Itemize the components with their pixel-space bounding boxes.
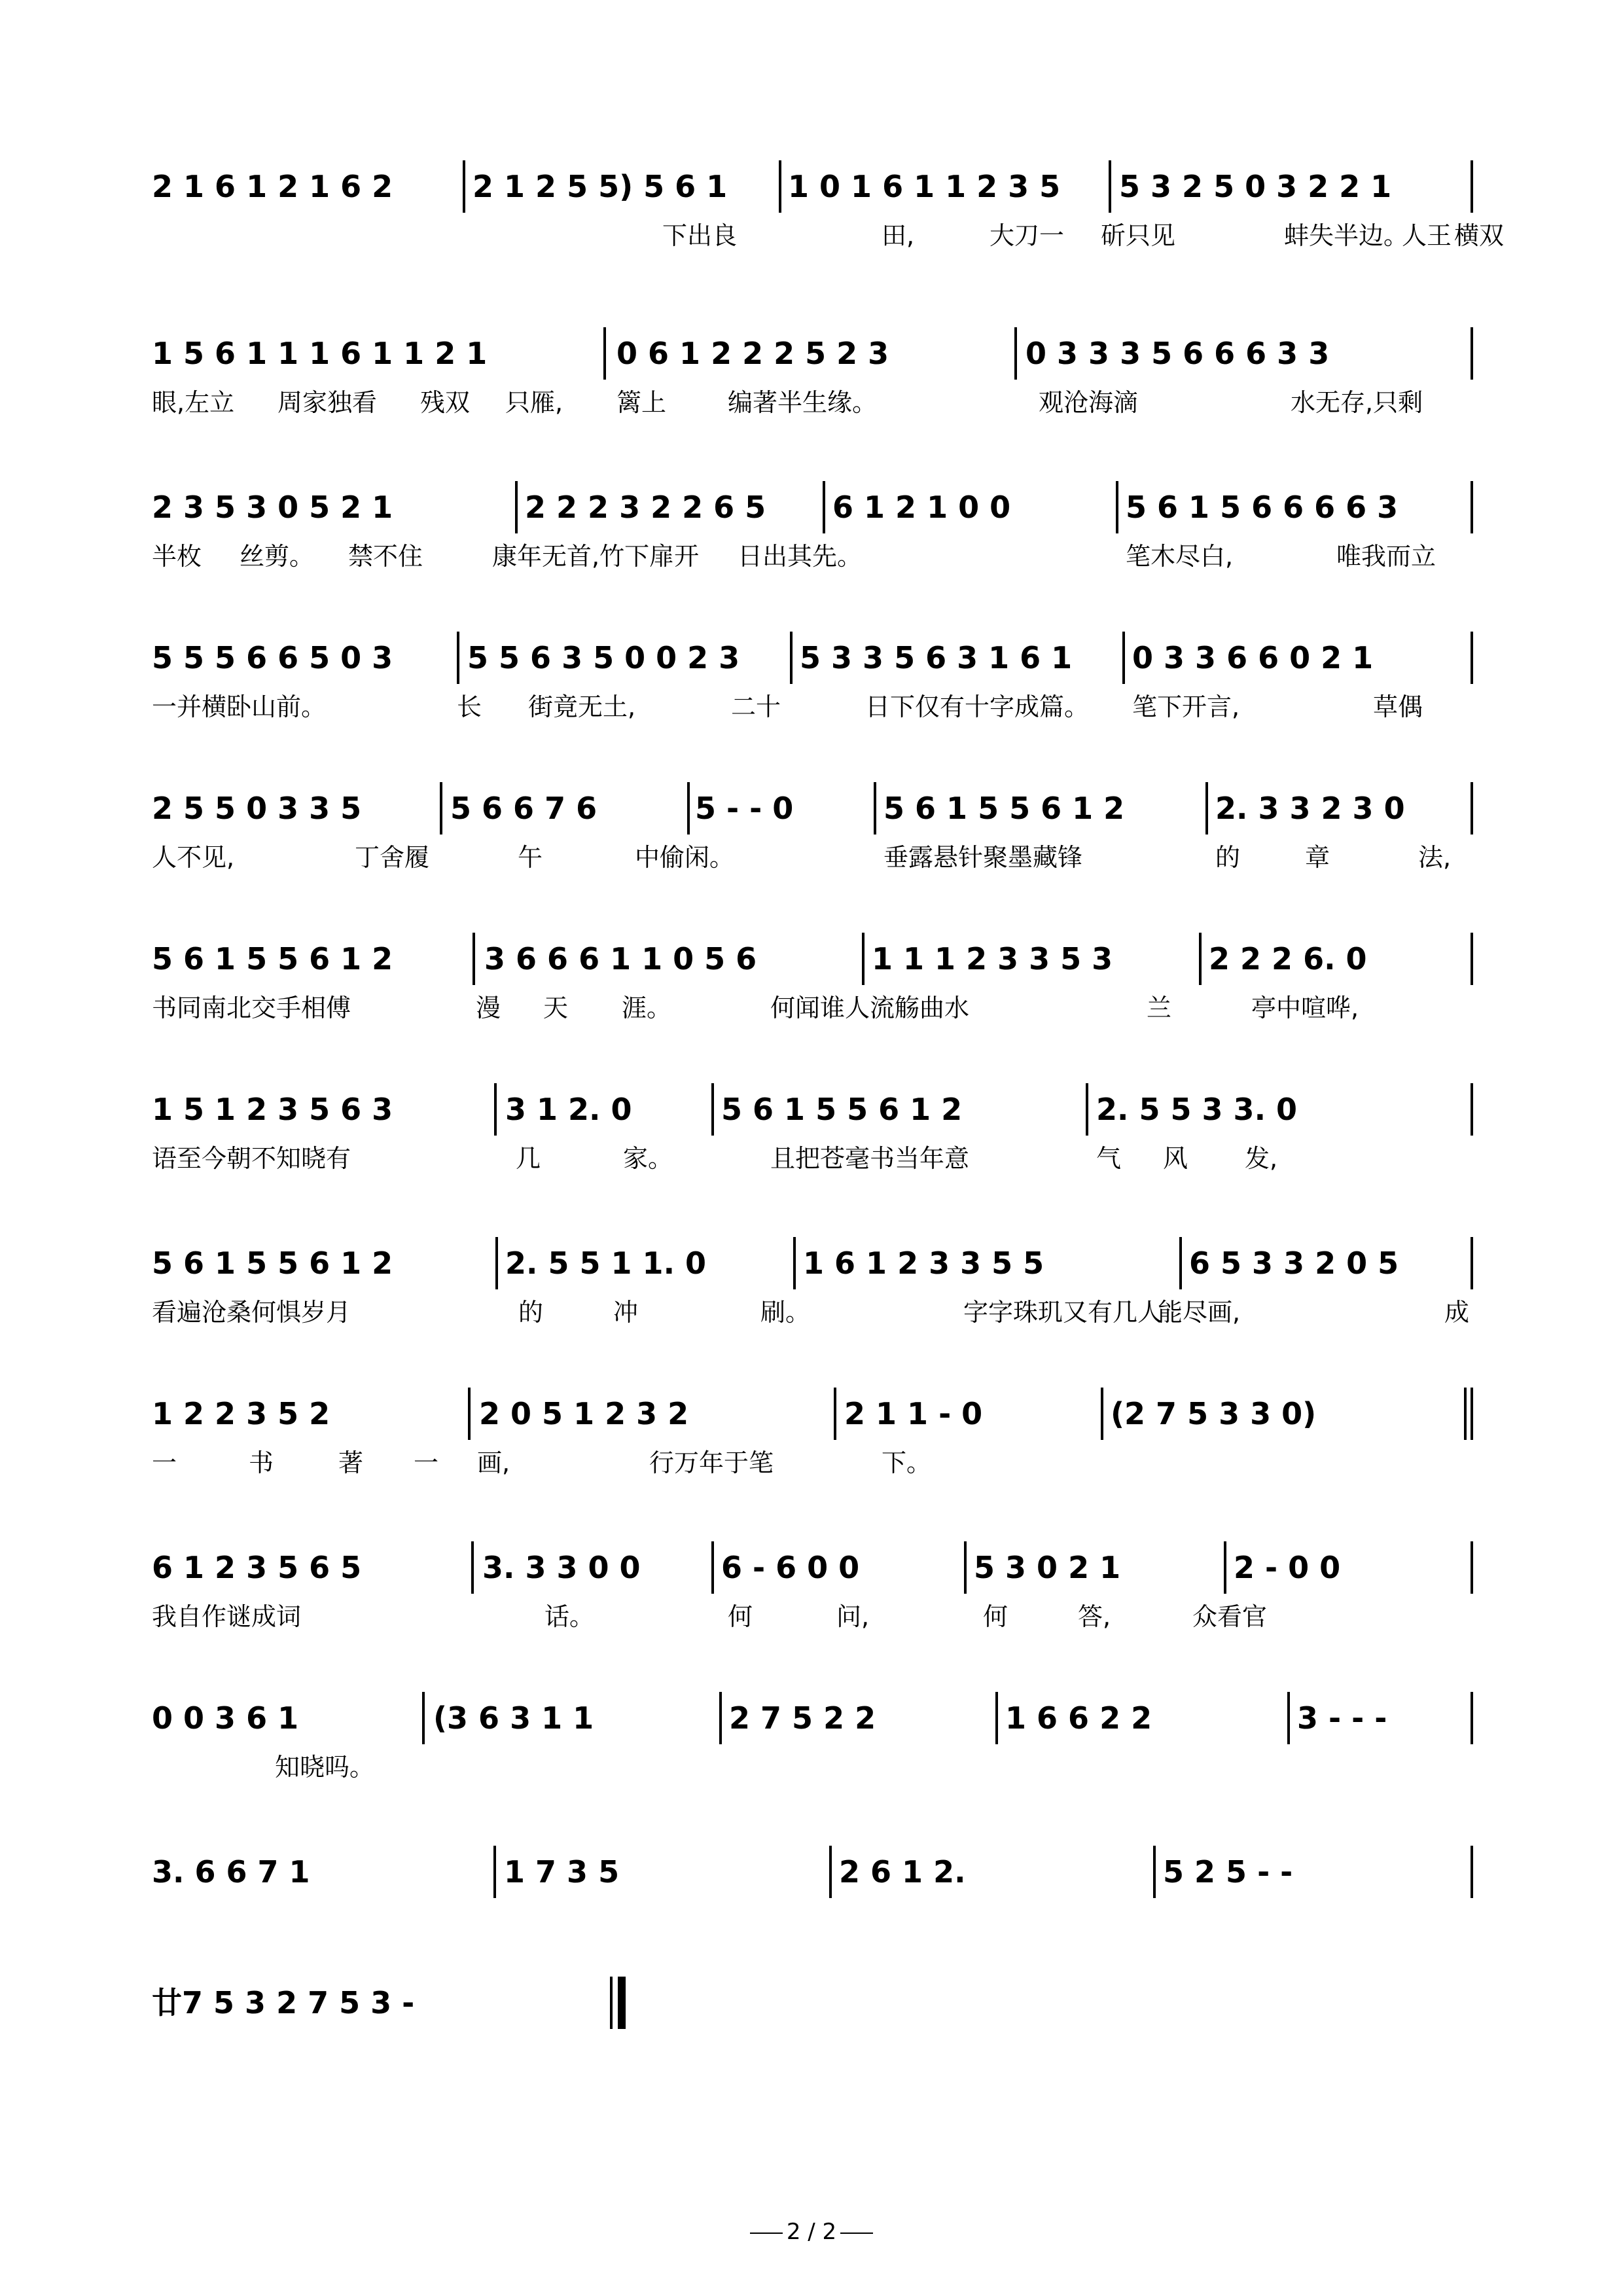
lyrics-line — [152, 992, 1480, 1031]
measure-notes: 6 - 6 0 0 — [721, 1550, 860, 1585]
measure-notes: (2 7 5 3 3 0) — [1111, 1396, 1317, 1431]
score-system — [152, 1839, 1480, 1970]
barline — [471, 1541, 474, 1594]
system-end-barline — [1471, 782, 1473, 834]
lyric-segment: 丁舍履 — [355, 843, 430, 872]
system-end-barline — [1471, 1541, 1473, 1594]
page-number-text: 2 / 2 — [786, 2219, 837, 2245]
system-end-barline — [1471, 481, 1473, 533]
measure-notes: 1 5 6 1 1 1 6 1 1 2 1 — [152, 336, 488, 371]
system-end-barline — [1471, 1846, 1473, 1898]
lyric-segment: 笔下开言, — [1132, 692, 1240, 721]
barline — [793, 1237, 796, 1289]
measure-notes: 2. 5 5 1 1. 0 — [505, 1246, 707, 1281]
barline — [495, 1237, 498, 1289]
score-system — [152, 1685, 1480, 1816]
barline — [779, 160, 781, 213]
barline — [823, 481, 825, 533]
lyric-segment: 何闻谁人流觞曲水 — [770, 994, 970, 1022]
lyrics-line — [152, 1296, 1480, 1335]
measure-notes: 2 1 1 - 0 — [844, 1396, 983, 1431]
barline — [874, 782, 876, 834]
lyric-segment: 话。 — [544, 1602, 595, 1631]
lyric-segment: 法, — [1418, 843, 1452, 872]
measure-notes: 2 5 5 0 3 3 5 — [152, 791, 362, 826]
measure-notes: (3 6 3 1 1 — [433, 1700, 594, 1736]
lyric-segment: 字字珠玑又有几人 — [963, 1298, 1163, 1327]
lyric-segment: 书 — [249, 1448, 274, 1477]
score-system — [152, 475, 1480, 605]
barline — [834, 1388, 836, 1440]
measure-notes: 5 5 6 3 5 0 0 2 3 — [467, 640, 740, 675]
lyric-segment: 水无存,只剩 — [1291, 388, 1423, 417]
measure-notes: 5 6 1 5 6 6 6 6 3 — [1126, 490, 1399, 525]
lyrics-line — [152, 219, 1505, 259]
measure-notes: 2 2 2 3 2 2 6 5 — [525, 490, 766, 525]
measure-notes: 1 5 1 2 3 5 6 3 — [152, 1092, 393, 1127]
measure-notes: 5 6 1 5 5 6 1 2 — [883, 791, 1125, 826]
lyric-segment: 章 — [1305, 843, 1330, 872]
system-end-barline — [1471, 1388, 1473, 1440]
lyric-segment: 语至今朝不知晓有 — [152, 1144, 351, 1173]
measure-notes: 3 1 2. 0 — [505, 1092, 632, 1127]
lyric-segment: 的 — [518, 1298, 544, 1327]
measure-notes: 3. 3 3 0 0 — [482, 1550, 641, 1585]
lyric-segment: 问, — [836, 1602, 870, 1631]
barline — [1101, 1388, 1103, 1440]
measure-notes: 6 5 3 3 2 0 5 — [1189, 1246, 1399, 1281]
barline — [1205, 782, 1208, 834]
measure-notes: 5 3 3 5 6 3 1 6 1 — [800, 640, 1073, 675]
lyric-segment: 漫 — [476, 994, 501, 1022]
lyric-segment: 答, — [1078, 1602, 1111, 1631]
lyric-segment: 只雁, — [505, 388, 563, 417]
measure-notes: 5 3 0 2 1 — [974, 1550, 1121, 1585]
measure-notes: 6 1 2 3 5 6 5 — [152, 1550, 362, 1585]
measure-notes: 1 2 2 3 5 2 — [152, 1396, 330, 1431]
lyric-segment: 亭中喧哗, — [1251, 994, 1359, 1022]
lyrics-line — [152, 1600, 1480, 1640]
measure-notes: 2 1 2 5 5) 5 6 1 — [473, 169, 728, 204]
measure-notes: 5 6 1 5 5 6 1 2 — [152, 941, 393, 977]
lyric-segment: 几 — [516, 1144, 541, 1173]
barline — [829, 1846, 832, 1898]
lyric-segment: 日出其先。 — [738, 542, 863, 571]
barline — [1014, 327, 1017, 380]
lyric-segment: 一 — [414, 1448, 439, 1477]
lyric-segment: 午 — [518, 843, 543, 872]
measure-notes: 2. 3 3 2 3 0 — [1215, 791, 1405, 826]
system-end-barline — [1471, 327, 1473, 380]
lyrics-line — [152, 1142, 1480, 1181]
lyric-segment: 画, — [477, 1448, 510, 1477]
barline — [473, 933, 475, 985]
lyrics-line — [152, 1751, 1480, 1790]
score-system — [152, 1381, 1480, 1512]
lyric-segment: 下。 — [882, 1448, 932, 1477]
barline — [494, 1083, 497, 1136]
barline — [440, 782, 442, 834]
lyric-segment: 气 — [1096, 1144, 1122, 1173]
lyric-segment: 家。 — [623, 1144, 673, 1173]
barline — [1199, 933, 1202, 985]
measure-notes: 6 1 2 1 0 0 — [832, 490, 1011, 525]
lyric-segment: 下出良 — [662, 221, 738, 250]
lyric-segment: 康年无首,竹下扉开 — [492, 542, 700, 571]
measure-notes: 2 3 5 3 0 5 2 1 — [152, 490, 393, 525]
page-number-rule-right — [840, 2233, 873, 2234]
lyric-segment: 我自作谜成词 — [152, 1602, 302, 1631]
lyric-segment: 书同南北交手相傅 — [152, 994, 351, 1022]
barline — [1287, 1692, 1290, 1744]
score-system — [152, 1970, 1480, 2101]
lyric-segment: 人王 — [1402, 221, 1452, 250]
measure-notes: 0 6 1 2 2 2 5 2 3 — [616, 336, 889, 371]
lyric-segment: 人不见, — [152, 843, 235, 872]
lyric-segment: 发, — [1245, 1144, 1278, 1173]
barline — [790, 632, 793, 684]
system-end-barline — [1471, 160, 1473, 213]
lyrics-line — [152, 1905, 1480, 1944]
lyric-segment: 垂露悬针聚墨藏锋 — [883, 843, 1083, 872]
lyric-segment: 何 — [728, 1602, 753, 1631]
measure-notes: 5 6 1 5 5 6 1 2 — [721, 1092, 963, 1127]
barline — [1153, 1846, 1156, 1898]
measure-notes: 2. 5 5 3 3. 0 — [1096, 1092, 1298, 1127]
lyric-segment: 且把苍毫书当年意 — [770, 1144, 970, 1173]
measure-notes: 0 3 3 6 6 0 2 1 — [1132, 640, 1374, 675]
lyrics-line — [152, 1446, 1480, 1486]
barline — [964, 1541, 967, 1594]
barline — [719, 1692, 722, 1744]
lyric-segment: 长 — [457, 692, 482, 721]
lyric-segment: 斫只见 — [1101, 221, 1176, 250]
measure-notes: 5 5 5 6 6 5 0 3 — [152, 640, 393, 675]
score-system — [152, 1077, 1480, 1208]
barline — [862, 933, 865, 985]
measure-notes: 2 - 0 0 — [1234, 1550, 1341, 1585]
lyric-segment: 的 — [1215, 843, 1241, 872]
lyric-segment: 草偶 — [1373, 692, 1423, 721]
system-end-barline — [1471, 933, 1473, 985]
score-system — [152, 776, 1480, 906]
lyric-segment: 看遍沧桑何惧岁月 — [152, 1298, 351, 1327]
lyric-segment: 半枚 — [152, 542, 202, 571]
lyric-segment: 日下仅有十字成篇。 — [865, 692, 1090, 721]
lyrics-line — [152, 2036, 1480, 2075]
lyric-segment: 大刀一 — [990, 221, 1065, 250]
measure-notes: 1 7 3 5 — [504, 1854, 620, 1890]
lyric-segment: 观沧海滴 — [1039, 388, 1139, 417]
score-system — [152, 926, 1480, 1057]
measure-notes: 1 1 1 2 3 3 5 3 — [872, 941, 1113, 977]
measure-notes: 2 1 6 1 2 1 6 2 — [152, 169, 393, 204]
lyric-segment: 笔木尽白, — [1126, 542, 1234, 571]
score-system — [152, 1230, 1480, 1361]
system-end-barline — [1471, 632, 1473, 684]
lyric-segment: 行万年于笔 — [649, 1448, 774, 1477]
barline — [1179, 1237, 1182, 1289]
measure-notes: 2 2 2 6. 0 — [1209, 941, 1367, 977]
lyric-segment: 兰 — [1147, 994, 1172, 1022]
lyric-segment: 何 — [983, 1602, 1008, 1631]
lyric-segment: 成 — [1444, 1298, 1470, 1327]
barline — [1086, 1083, 1088, 1136]
page-number — [740, 2215, 883, 2248]
lyric-segment: 二十 — [731, 692, 781, 721]
barline — [603, 327, 606, 380]
measure-notes: 2 6 1 2. — [839, 1854, 966, 1890]
lyric-segment: 编著半生缘。 — [728, 388, 878, 417]
measure-notes: 廿7 5 3 2 7 5 3 - — [152, 1985, 415, 2020]
lyric-segment: 街竟无土, — [528, 692, 636, 721]
barline — [468, 1388, 471, 1440]
measure-notes: 5 6 1 5 5 6 1 2 — [152, 1246, 393, 1281]
lyric-segment: 唯我而立 — [1336, 542, 1436, 571]
lyric-segment: 一 — [152, 1448, 177, 1477]
lyric-segment: 一并横卧山前。 — [152, 692, 327, 721]
lyric-segment: 能尽画, — [1158, 1298, 1241, 1327]
barline — [422, 1692, 425, 1744]
measure-notes: 3 6 6 6 1 1 0 5 6 — [484, 941, 757, 977]
lyric-segment: 天 — [543, 994, 569, 1022]
lyric-segment: 禁不住 — [348, 542, 423, 571]
measure-notes: 0 3 3 3 5 6 6 6 3 3 — [1026, 336, 1330, 371]
measure-notes: 5 3 2 5 0 3 2 2 1 — [1119, 169, 1392, 204]
barline — [1122, 632, 1125, 684]
lyric-segment: 田, — [882, 221, 915, 250]
barline — [711, 1541, 714, 1594]
barline — [1224, 1541, 1226, 1594]
measure-notes: 5 - - 0 — [695, 791, 794, 826]
lyrics-line — [152, 841, 1480, 880]
lyric-segment: 眼,左立 — [152, 388, 235, 417]
lyric-segment: 蚌失半边。 — [1284, 221, 1409, 250]
score-system — [152, 154, 1505, 285]
barline — [711, 1083, 714, 1136]
system-end-barline — [1471, 1692, 1473, 1744]
lyrics-line — [152, 540, 1480, 579]
measure-notes: 1 0 1 6 1 1 2 3 5 — [788, 169, 1061, 204]
lyric-segment: 残双 — [420, 388, 471, 417]
measure-notes: 0 0 3 6 1 — [152, 1700, 299, 1736]
score-system — [152, 1535, 1480, 1666]
lyric-segment: 横双 — [1454, 221, 1505, 250]
measure-notes: 2 7 5 2 2 — [729, 1700, 876, 1736]
lyric-segment: 风 — [1163, 1144, 1188, 1173]
page-number-rule-left — [750, 2233, 783, 2234]
measure-notes: 3 - - - — [1297, 1700, 1387, 1736]
lyric-segment: 中偷闲。 — [635, 843, 735, 872]
measure-notes: 2 0 5 1 2 3 2 — [479, 1396, 689, 1431]
measure-notes: 5 2 5 - - — [1163, 1854, 1293, 1890]
barline — [995, 1692, 998, 1744]
barline — [515, 481, 518, 533]
lyric-segment: 知晓吗。 — [275, 1753, 375, 1782]
lyric-segment: 涯。 — [622, 994, 672, 1022]
lyric-segment: 著 — [338, 1448, 364, 1477]
score-system — [152, 321, 1480, 452]
measure-notes: 5 6 6 7 6 — [450, 791, 597, 826]
barline — [1109, 160, 1111, 213]
barline — [1116, 481, 1118, 533]
lyric-segment: 周家独看 — [277, 388, 378, 417]
lyric-segment: 篱上 — [616, 388, 667, 417]
measure-notes: 1 6 6 2 2 — [1005, 1700, 1152, 1736]
lyric-segment: 冲 — [613, 1298, 639, 1327]
barline — [687, 782, 690, 834]
lyrics-line — [152, 691, 1480, 730]
barline — [463, 160, 465, 213]
lyric-segment: 丝剪。 — [240, 542, 315, 571]
barline — [457, 632, 459, 684]
lyric-segment: 众看官 — [1192, 1602, 1268, 1631]
system-end-barline — [1471, 1083, 1473, 1136]
barline — [493, 1846, 496, 1898]
lyric-segment: 刷。 — [760, 1298, 811, 1327]
score-system — [152, 625, 1480, 756]
measure-notes: 1 6 1 2 3 3 5 5 — [803, 1246, 1044, 1281]
measure-notes: 3. 6 6 7 1 — [152, 1854, 310, 1890]
lyrics-line — [152, 386, 1480, 425]
system-end-barline — [1471, 1237, 1473, 1289]
barline — [1464, 1388, 1467, 1440]
